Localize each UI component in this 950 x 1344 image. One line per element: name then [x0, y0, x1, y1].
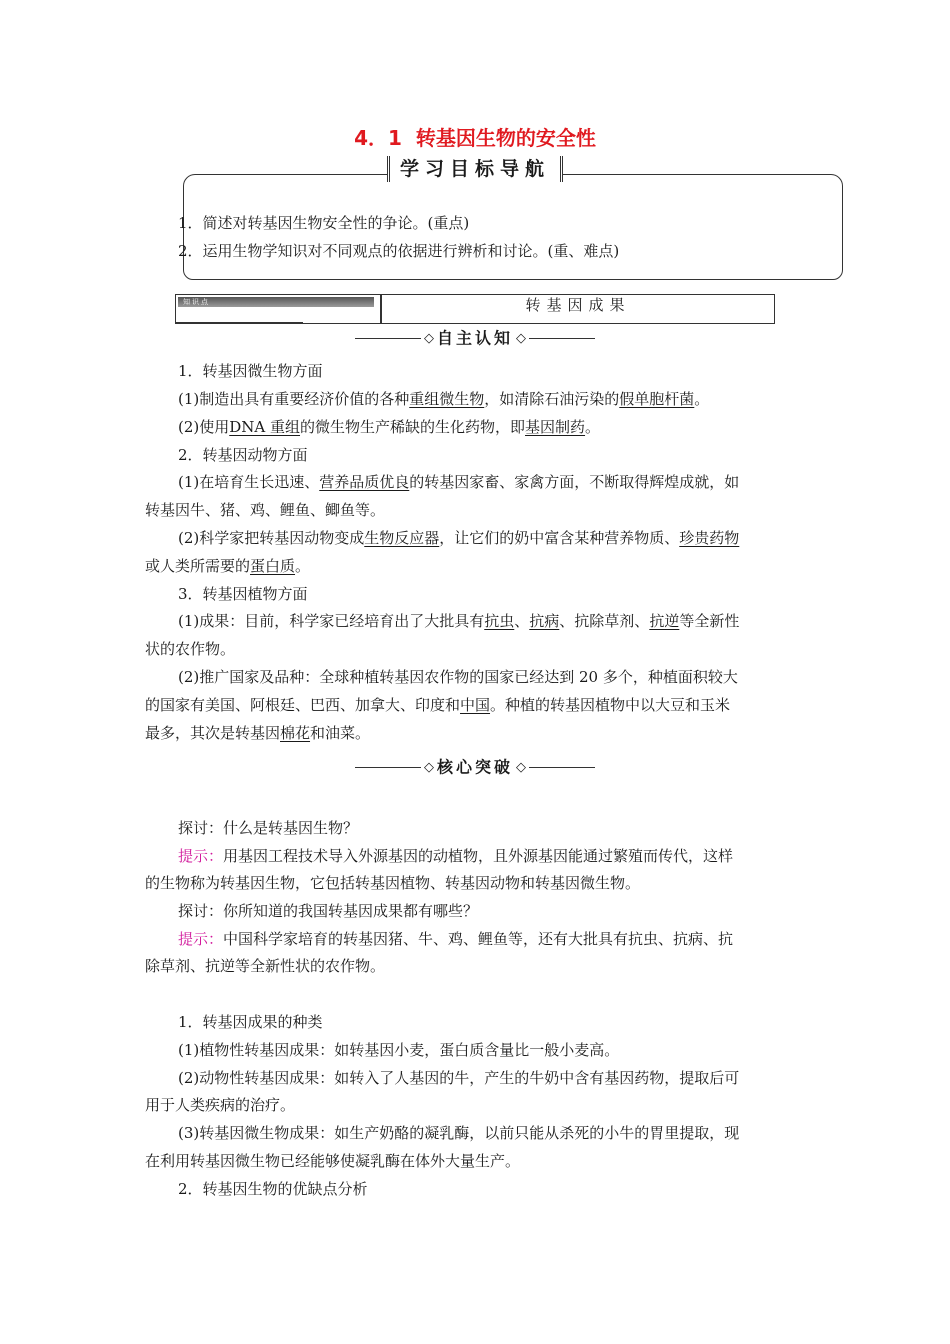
section-number: 4．1	[354, 126, 402, 150]
title-text: 转基因生物的安全性	[415, 126, 596, 150]
divider	[529, 767, 595, 768]
answer-blank: 珍贵药物	[679, 529, 740, 547]
answer-blank: DNA 重组	[229, 418, 301, 436]
heading: 3．转基因植物方面	[178, 585, 308, 603]
objectives-header	[0, 156, 950, 182]
list-item-cont: 用于人类疾病的治疗。	[145, 1096, 296, 1114]
list-item: (2)动物性转基因成果：如转入了人基因的牛，产生的牛奶中含有基因药物，提取后可	[178, 1069, 740, 1087]
divider	[355, 338, 421, 339]
heading: 1．转基因微生物方面	[178, 362, 323, 380]
hint-label: 提示：	[178, 847, 224, 865]
list-item: (1)植物性转基因成果：如转基因小麦，蛋白质含量比一般小麦高。	[178, 1041, 620, 1059]
answer: 提示：中国科学家培育的转基因猪、牛、鸡、鲤鱼等，还有大批具有抗虫、抗病、抗	[178, 930, 734, 948]
section-title: 自主认知	[436, 328, 513, 348]
divider	[529, 338, 595, 339]
section-header-core	[0, 756, 950, 779]
answer-blank: 基因制药	[525, 418, 586, 436]
paragraph-cont: 最多，其次是转基因棉花和油菜。	[145, 724, 371, 742]
heading: 2．转基因动物方面	[178, 446, 308, 464]
heading: 2．转基因生物的优缺点分析	[178, 1180, 368, 1198]
list-item-cont: 在利用转基因微生物已经能够使凝乳酶在体外大量生产。	[145, 1152, 521, 1170]
question: 探讨：你所知道的我国转基因成果都有哪些？	[178, 902, 479, 920]
answer: 提示：用基因工程技术导入外源基因的动植物，且外源基因能通过繁殖而传代，这样	[178, 847, 734, 865]
paragraph-cont: 转基因牛、猪、鸡、鲤鱼、鲫鱼等。	[145, 501, 386, 519]
answer-blank: 营养品质优良	[319, 473, 410, 491]
answer-blank: 抗虫	[484, 612, 515, 630]
objective-item: 2．运用生物学知识对不同观点的依据进行辨析和讨论。(重、难点)	[178, 242, 620, 260]
heading: 1．转基因成果的种类	[178, 1013, 323, 1031]
answer-blank: 抗病	[529, 612, 560, 630]
answer-cont: 除草剂、抗逆等全新性状的农作物。	[145, 957, 386, 975]
answer-blank: 生物反应器	[364, 529, 440, 547]
paragraph-cont: 的国家有美国、阿根廷、巴西、加拿大、印度和中国。种植的转基因植物中以大豆和玉米	[145, 696, 731, 714]
objectives-header-text: 学习目标导航	[387, 156, 563, 182]
diamond-icon: ◇	[516, 330, 526, 346]
paragraph-cont: 状的农作物。	[145, 640, 236, 658]
paragraph: (1)成果：目前，科学家已经培育出了大批具有抗虫、抗病、抗除草剂、抗逆等全新性	[178, 612, 740, 630]
question: 探讨：什么是转基因生物？	[178, 819, 359, 837]
paragraph: (2)推广国家及品种：全球种植转基因农作物的国家已经达到 20 多个，种植面积较大	[178, 668, 738, 686]
divider	[355, 767, 421, 768]
diamond-icon: ◇	[423, 759, 434, 775]
answer-blank: 蛋白质	[250, 557, 296, 575]
section-title: 核心突破	[436, 757, 513, 777]
hint-label: 提示：	[178, 930, 224, 948]
knowledge-point-title: 转基因成果	[525, 296, 631, 314]
paragraph-cont: 或人类所需要的蛋白质。	[145, 557, 311, 575]
diamond-icon: ◇	[516, 759, 526, 775]
paragraph: (1)制造出具有重要经济价值的各种重组微生物，如清除石油污染的假单胞杆菌。	[178, 390, 710, 408]
answer-blank: 抗逆	[649, 612, 680, 630]
list-item: (3)转基因微生物成果：如生产奶酪的凝乳酶，以前只能从杀死的小牛的胃里提取，现	[178, 1124, 740, 1142]
answer-blank: 棉花	[280, 724, 311, 742]
divider	[175, 322, 303, 324]
section-header-self-study	[0, 327, 950, 350]
page-title	[0, 122, 950, 151]
knowledge-point-tag: 知识点	[183, 298, 210, 306]
diamond-icon: ◇	[423, 330, 434, 346]
answer-blank: 中国	[460, 696, 491, 714]
paragraph: (1)在培育生长迅速、营养品质优良的转基因家畜、家禽方面，不断取得辉煌成就，如	[178, 473, 740, 491]
objective-item: 1．简述对转基因生物安全性的争论。(重点)	[178, 214, 470, 232]
paragraph: (2)使用DNA 重组的微生物生产稀缺的生化药物，即基因制药。	[178, 418, 601, 436]
answer-cont: 的生物称为转基因生物，它包括转基因植物、转基因动物和转基因微生物。	[145, 874, 641, 892]
paragraph: (2)科学家把转基因动物变成生物反应器，让它们的奶中富含某种营养物质、珍贵药物	[178, 529, 740, 547]
answer-blank: 重组微生物	[409, 390, 485, 408]
answer-blank: 假单胞杆菌	[619, 390, 695, 408]
